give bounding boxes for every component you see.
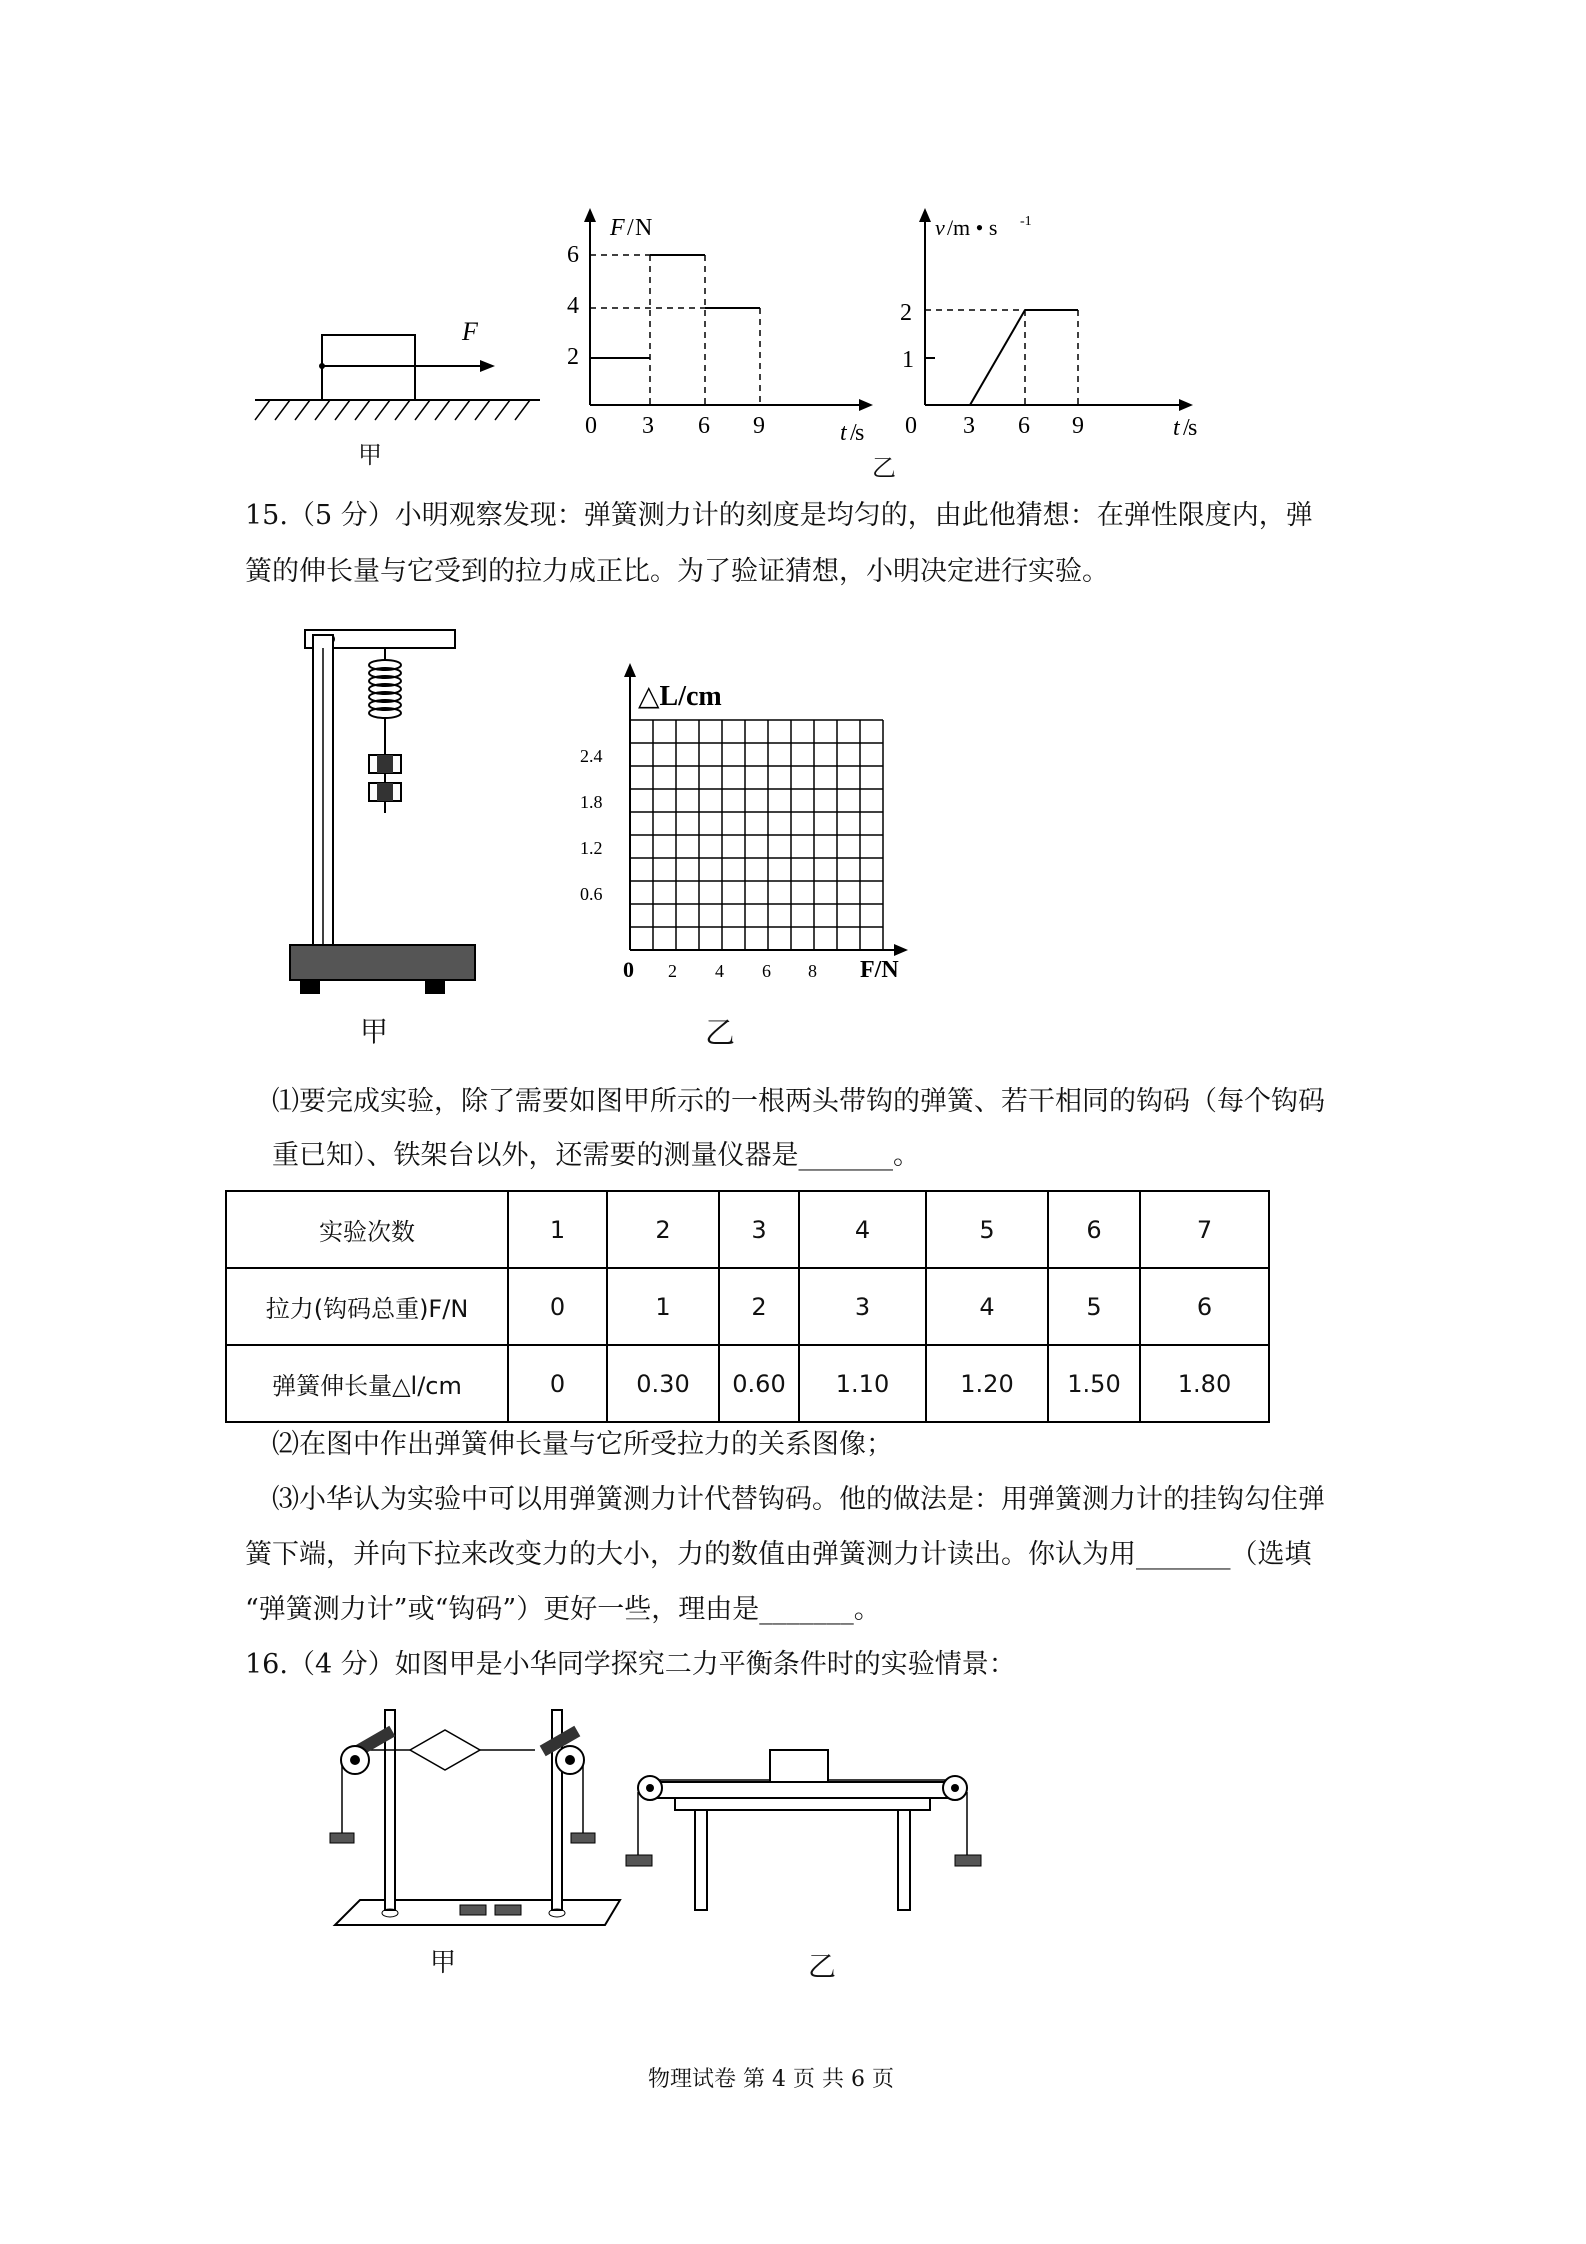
- q15-part3-line3: “弹簧测力计”或“钩码”）更好一些，理由是_______。: [245, 1594, 881, 1625]
- svg-text:4: 4: [715, 961, 724, 981]
- svg-text:t: t: [840, 420, 847, 446]
- svg-text:6: 6: [1018, 413, 1030, 439]
- extension-force-grid: [570, 655, 950, 995]
- two-force-balance-apparatus-yi: [620, 1740, 1000, 1950]
- svg-text:v: v: [935, 215, 945, 240]
- svg-text:1.8: 1.8: [580, 792, 603, 812]
- svg-text:6: 6: [567, 242, 579, 268]
- graph-velocity-time: [885, 200, 1215, 450]
- spring-apparatus-figure: [285, 620, 485, 1010]
- svg-text:0.6: 0.6: [580, 884, 603, 904]
- svg-text:s: s: [1188, 415, 1198, 441]
- svg-text:m • s: m • s: [953, 215, 998, 240]
- caption-jia-q15: 甲: [360, 1015, 389, 1048]
- caption-yi-top: 乙: [872, 454, 896, 482]
- svg-text:F: F: [610, 215, 625, 241]
- svg-text:9: 9: [1072, 413, 1084, 439]
- svg-text:2: 2: [668, 961, 677, 981]
- table-row: 实验次数 1 2 3 4 5 6 7: [226, 1191, 1269, 1268]
- svg-text:2: 2: [900, 300, 912, 326]
- q15-line1: 15.（5 分）小明观察发现：弹簧测力计的刻度是均匀的，由此他猜想：在弹性限度内，弹: [245, 500, 1313, 531]
- svg-text:2: 2: [567, 344, 579, 370]
- svg-text:0: 0: [623, 957, 634, 982]
- svg-text:2.4: 2.4: [580, 746, 603, 766]
- caption-yi-q16: 乙: [808, 1950, 837, 1983]
- q15-part2: ⑵在图中作出弹簧伸长量与它所受拉力的关系图像；: [272, 1429, 893, 1460]
- q15-part3-line1: ⑶小华认为实验中可以用弹簧测力计代替钩码。他的做法是：用弹簧测力计的挂钩勾住弹: [272, 1484, 1325, 1515]
- svg-text:8: 8: [808, 961, 817, 981]
- figure-jia-block: [250, 300, 550, 470]
- svg-text:9: 9: [753, 413, 765, 439]
- table-row: 拉力(钩码总重)F/N 0 1 2 3 4 5 6: [226, 1268, 1269, 1345]
- graph-force-time: [555, 200, 885, 450]
- two-force-balance-apparatus-jia: [320, 1695, 630, 1945]
- svg-text:3: 3: [963, 413, 975, 439]
- svg-text:0: 0: [905, 413, 917, 439]
- svg-text:t: t: [1173, 415, 1180, 441]
- block: [322, 335, 415, 400]
- q15-line2: 簧的伸长量与它受到的拉力成正比。为了验证猜想，小明决定进行实验。: [245, 556, 1109, 587]
- svg-text:3: 3: [642, 413, 654, 439]
- svg-text:F/N: F/N: [860, 957, 899, 983]
- svg-text:N: N: [635, 215, 653, 241]
- caption-jia-top: 甲: [358, 441, 382, 469]
- caption-jia-q16: 甲: [430, 1948, 457, 1978]
- svg-text:1: 1: [902, 347, 914, 373]
- svg-text:6: 6: [698, 413, 710, 439]
- table-row: 弹簧伸长量△l/cm 0 0.30 0.60 1.10 1.20 1.50 1.80: [226, 1345, 1269, 1422]
- svg-text:/: /: [947, 215, 954, 240]
- svg-text:0: 0: [585, 413, 597, 439]
- svg-text:6: 6: [762, 961, 771, 981]
- svg-text:/: /: [1183, 415, 1190, 441]
- q15-part1-line1: ⑴要完成实验，除了需要如图甲所示的一根两头带钩的弹簧、若干相同的钩码（每个钩码: [272, 1086, 1325, 1117]
- svg-text:-1: -1: [1020, 214, 1032, 229]
- force-label: F: [462, 317, 478, 346]
- experiment-table: [225, 1190, 1270, 1423]
- q15-part1-line2: 重已知）、铁架台以外，还需要的测量仪器是_______。: [272, 1140, 920, 1171]
- q16-line1: 16.（4 分）如图甲是小华同学探究二力平衡条件时的实验情景：: [245, 1649, 1016, 1680]
- svg-text:/: /: [627, 215, 634, 241]
- caption-yi-q15: 乙: [705, 1016, 735, 1051]
- svg-text:4: 4: [567, 293, 579, 319]
- page-footer: 物理试卷 第 4 页 共 6 页: [648, 2067, 894, 2092]
- q15-part3-line2: 簧下端，并向下拉来改变力的大小，力的数值由弹簧测力计读出。你认为用_______（选填: [245, 1539, 1312, 1570]
- svg-text:1.2: 1.2: [580, 838, 603, 858]
- svg-text:s: s: [855, 420, 865, 446]
- svg-text:△L/cm: △L/cm: [638, 681, 722, 712]
- svg-text:/: /: [850, 420, 857, 446]
